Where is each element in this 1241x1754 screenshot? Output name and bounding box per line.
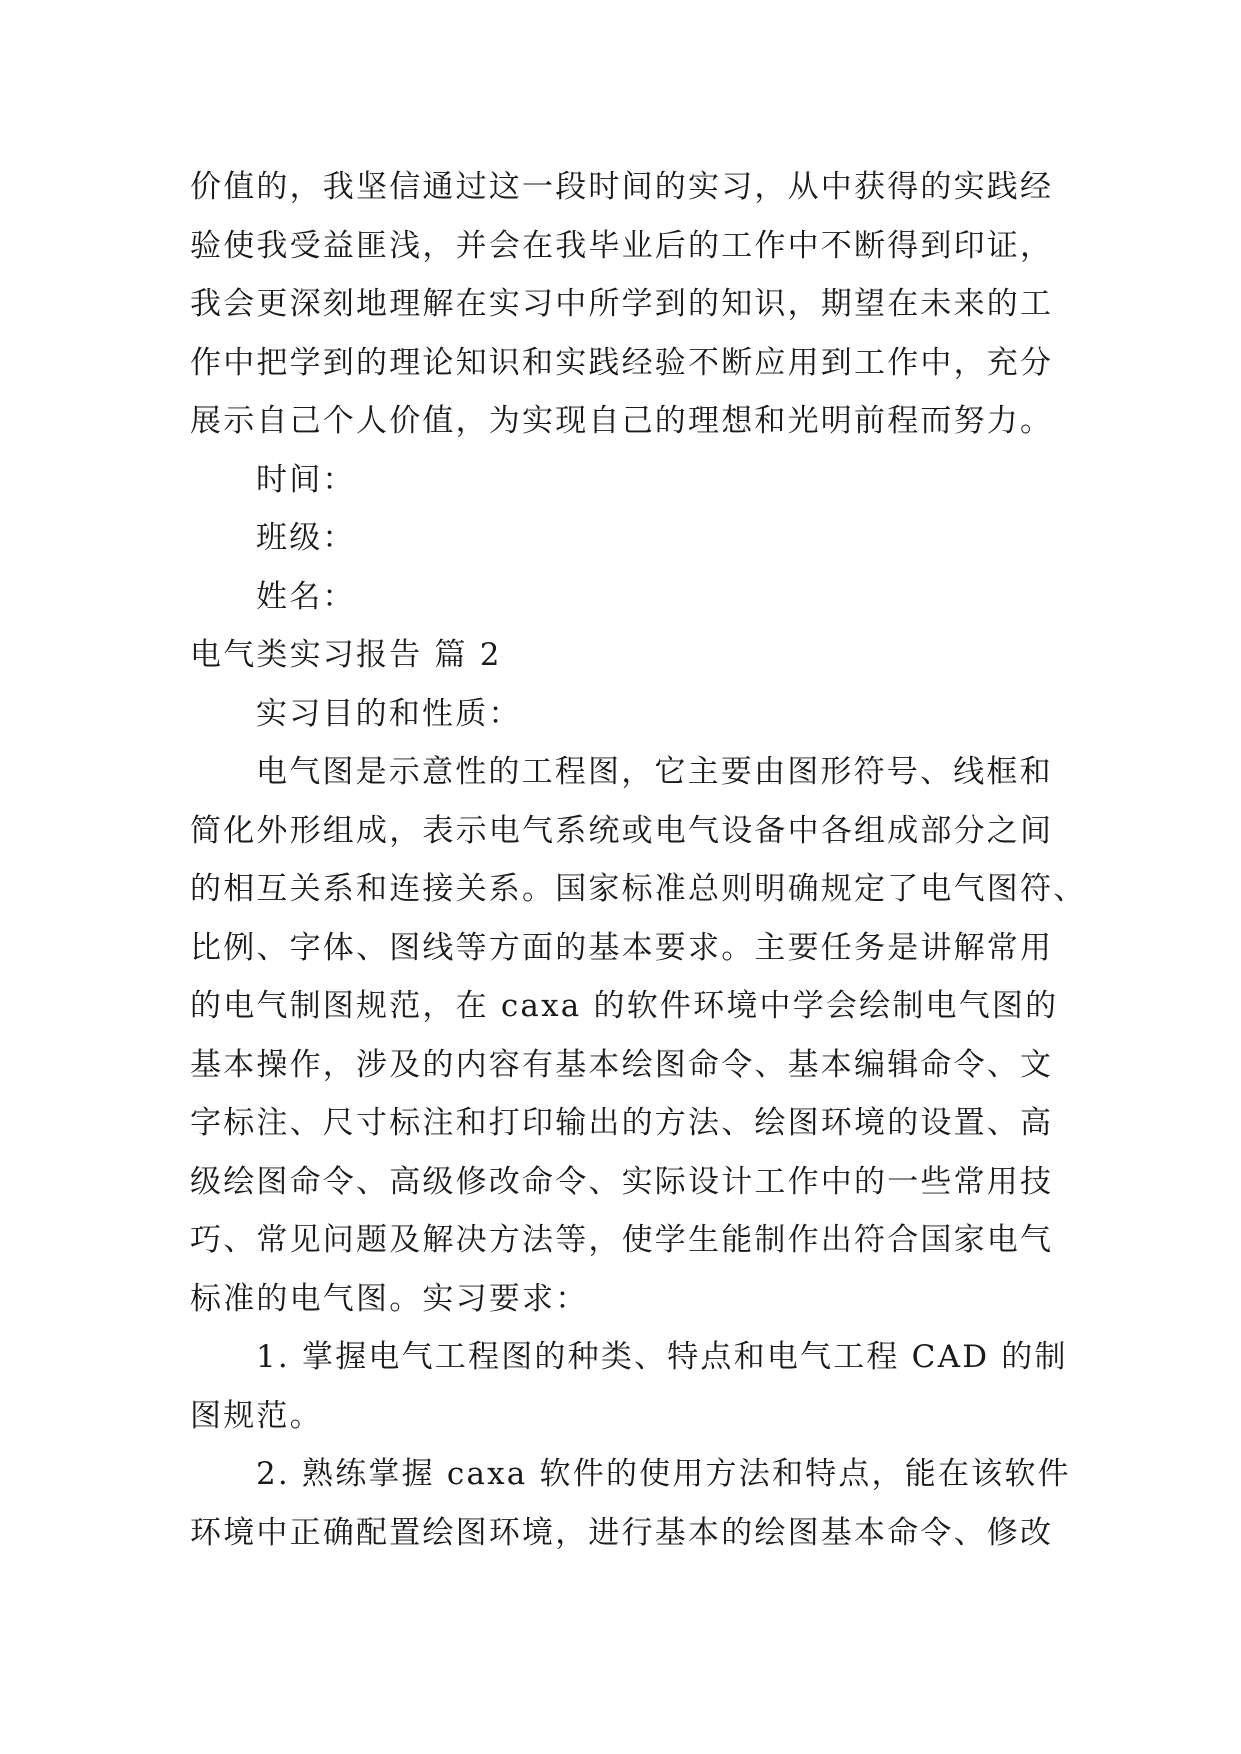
list-item-2: 2. 熟练掌握 caxa 软件的使用方法和特点，能在该软件 — [256, 1456, 1071, 1492]
text-line: 展示自己个人价值，为实现自己的理想和光明前程而努力。 — [190, 403, 1054, 439]
text-line: 价值的，我坚信通过这一段时间的实习，从中获得的实践经 — [190, 169, 1054, 205]
text-line: 作中把学到的理论知识和实践经验不断应用到工作中，充分 — [190, 344, 1054, 381]
list-item-1: 1. 掌握电气工程图的种类、特点和电气工程 CAD 的制 — [256, 1339, 1068, 1375]
text-line: 简化外形组成，表示电气系统或电气设备中各组成部分之间 — [190, 812, 1054, 849]
text-line: 的电气制图规范，在 caxa 的软件环境中学会绘制电气图的 — [190, 988, 1059, 1024]
text-line: 电气图是示意性的工程图，它主要由图形符号、线框和 — [256, 754, 1053, 790]
class-label: 班级： — [256, 520, 356, 556]
name-label: 姓名： — [256, 578, 356, 615]
text-line: 验使我受益匪浅，并会在我毕业后的工作中不断得到印证， — [190, 227, 1054, 264]
text-line: 标准的电气图。实习要求： — [190, 1280, 589, 1317]
text-line: 级绘图命令、高级修改命令、实际设计工作中的一些常用技 — [190, 1163, 1054, 1200]
document-body — [190, 158, 1087, 1562]
subsection-label: 实习目的和性质： — [256, 695, 522, 732]
text-line: 我会更深刻地理解在实习中所学到的知识，期望在未来的工 — [190, 286, 1054, 322]
text-line: 的相互关系和连接关系。国家标准总则明确规定了电气图符、 — [190, 871, 1087, 907]
time-label: 时间： — [256, 461, 356, 498]
text-line: 比例、字体、图线等方面的基本要求。主要任务是讲解常用 — [190, 929, 1054, 966]
text-line: 基本操作，涉及的内容有基本绘图命令、基本编辑命令、文 — [190, 1046, 1054, 1083]
text-line: 巧、常见问题及解决方法等，使学生能制作出符合国家电气 — [190, 1222, 1054, 1258]
text-line: 字标注、尺寸标注和打印输出的方法、绘图环境的设置、高 — [190, 1105, 1054, 1141]
text-line: 环境中正确配置绘图环境，进行基本的绘图基本命令、修改 — [190, 1514, 1054, 1551]
section-heading: 电气类实习报告 篇 2 — [190, 637, 502, 673]
text-line: 图规范。 — [190, 1397, 323, 1434]
